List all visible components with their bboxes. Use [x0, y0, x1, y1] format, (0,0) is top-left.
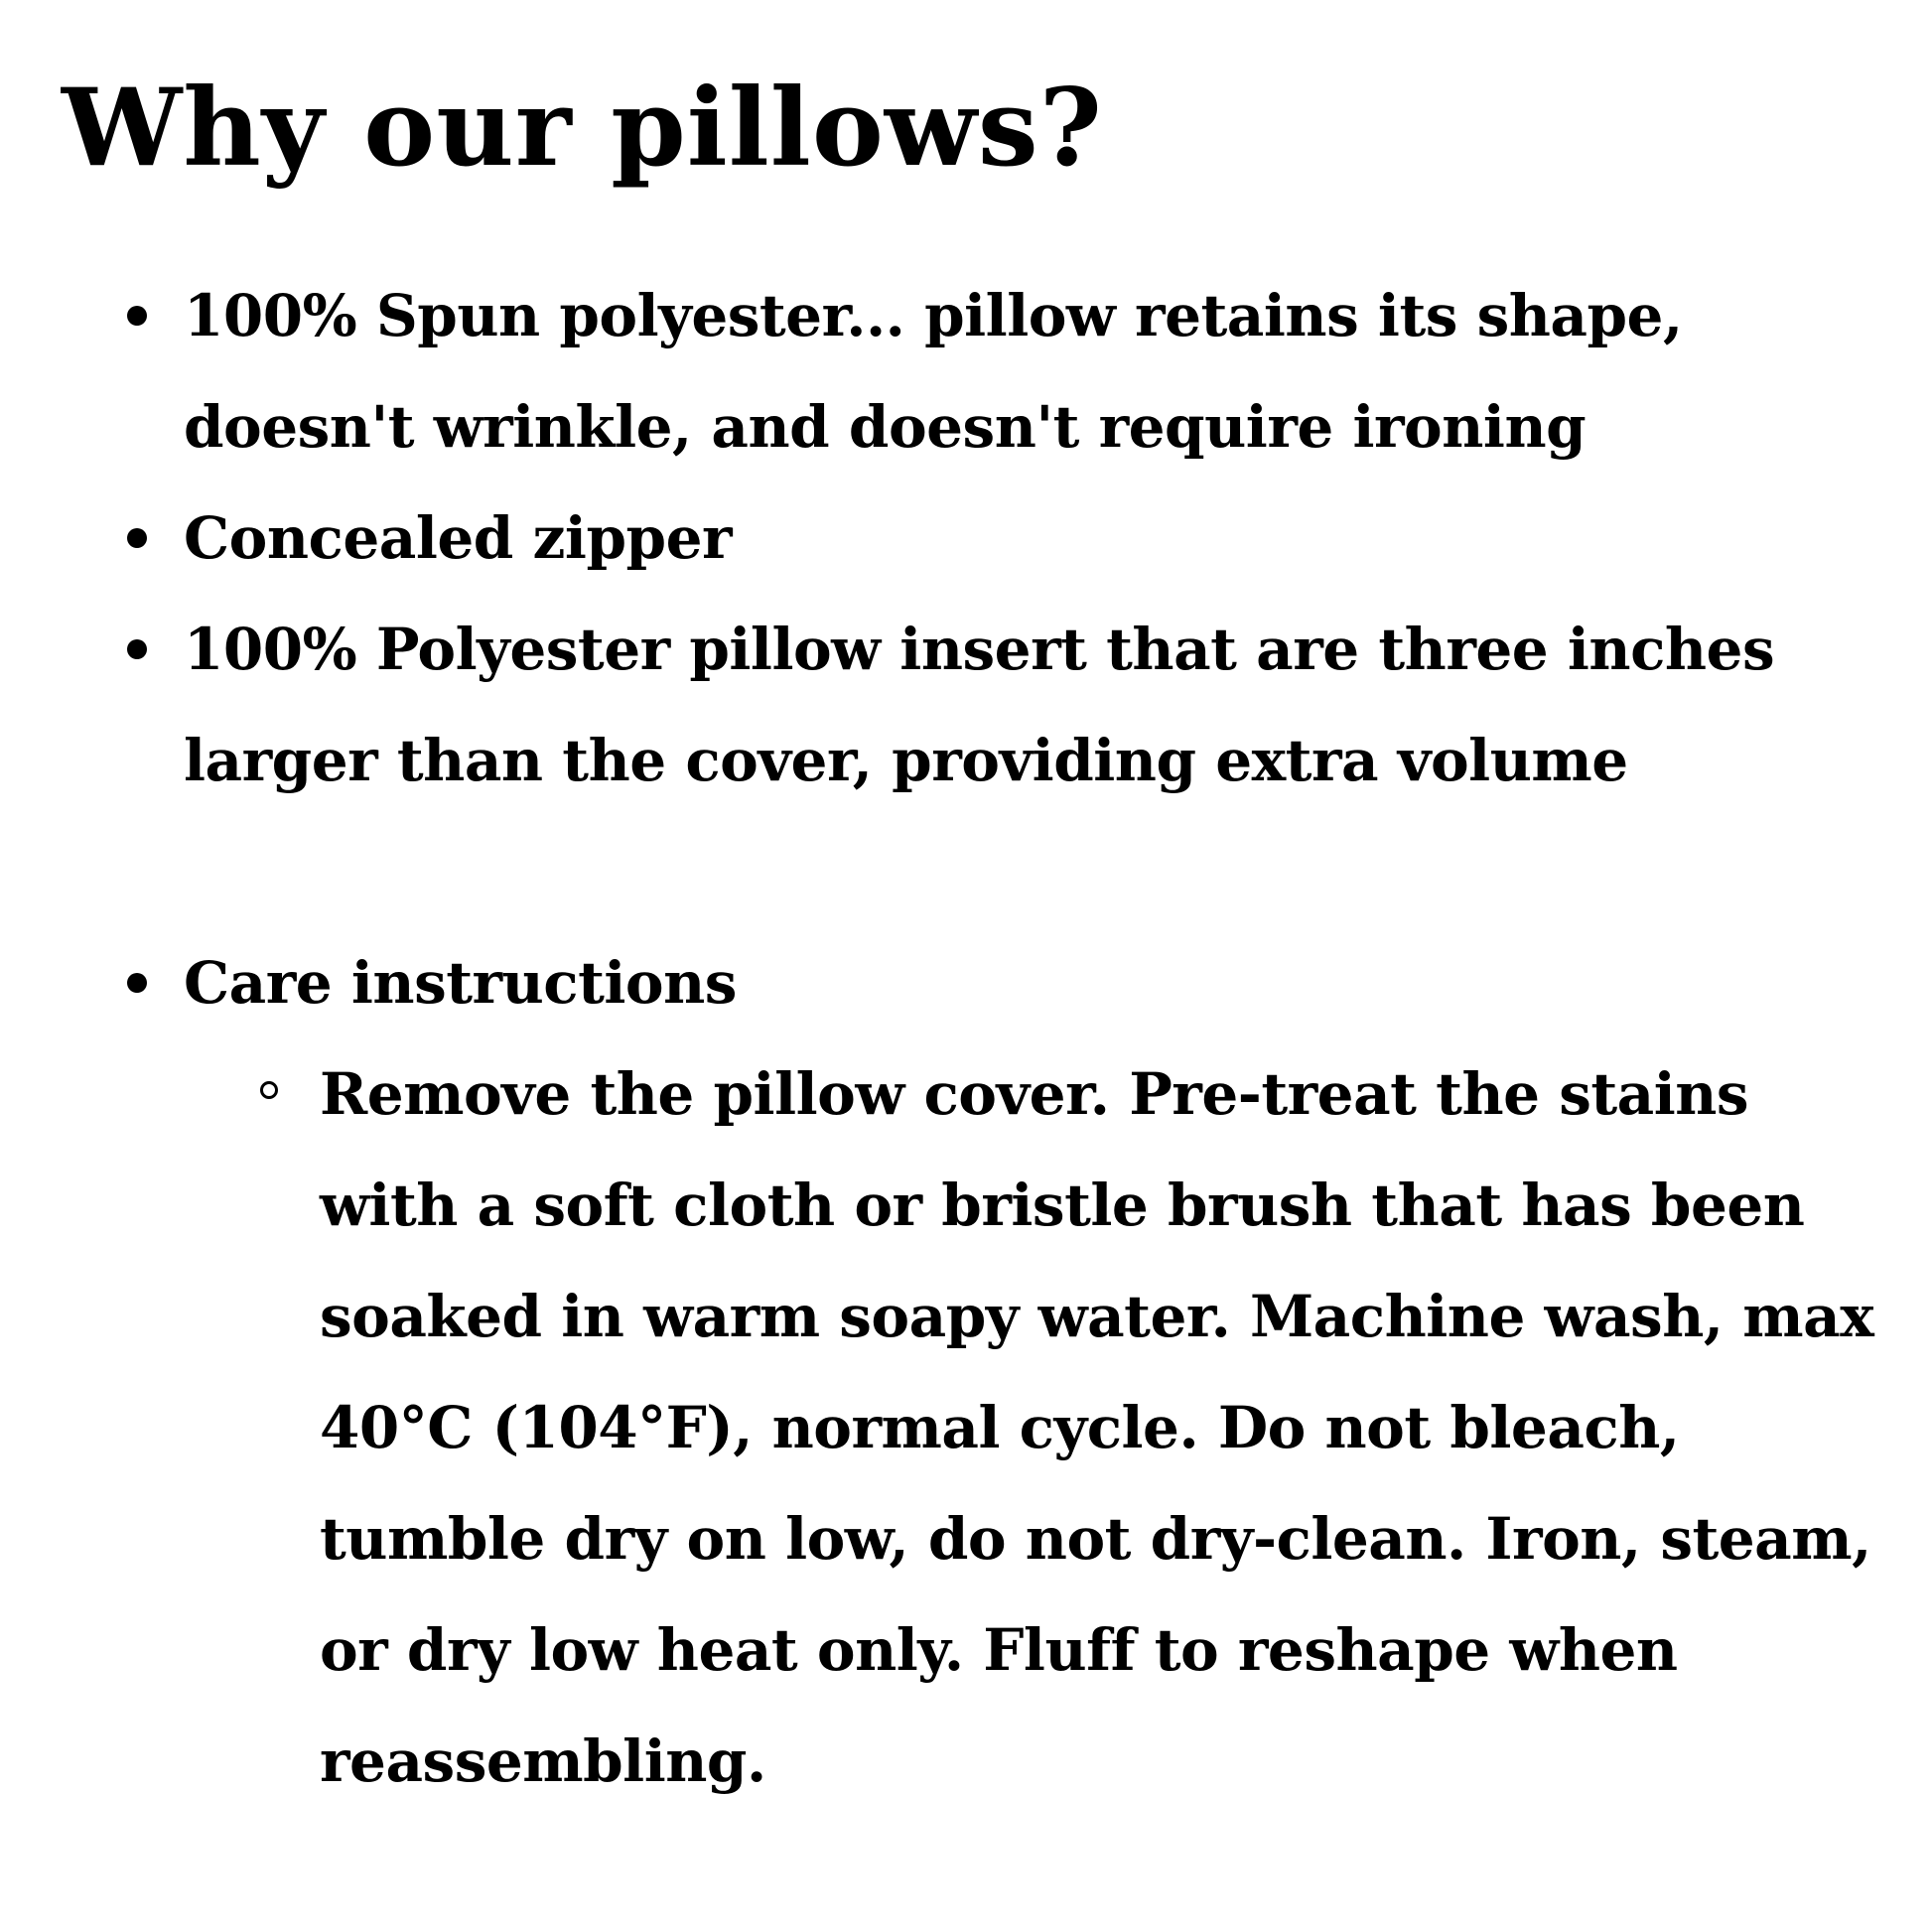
- care-instructions-text: Remove the pillow cover. Pre-treat the stains with a soft cloth or bristle brush that has been soaked in warm soapy water. Machine wash, max 40°C (104°F), normal cycle. Do not bleach, tumble dry on low, do not dry-clean. Iron, steam, or dry low heat only. Fluff to reshape when reassembling.: [320, 1060, 1874, 1795]
- care-instructions-label: Care instructions: [184, 949, 737, 1017]
- page-title: Why our pillows?: [62, 66, 1103, 191]
- feature-list: [184, 260, 1891, 1817]
- list-item-spun-polyester: [184, 260, 1891, 483]
- list-item-text: 100% Polyester pillow insert that are three inches larger than the cover, providing extra volume: [184, 616, 1775, 794]
- circle-bullet-icon: [260, 1081, 278, 1099]
- list-item-text: 100% Spun polyester... pillow retains its shape, doesn't wrinkle, and doesn't require ironing: [184, 282, 1683, 461]
- list-item-concealed-zipper: [184, 483, 1891, 594]
- bullet-icon: [127, 973, 147, 993]
- care-instructions-sublist: [184, 1038, 1891, 1817]
- care-instructions-detail: [320, 1038, 1891, 1817]
- bullet-icon: [127, 306, 147, 326]
- bullet-icon: [127, 639, 147, 659]
- list-item-care-instructions: [184, 927, 1891, 1817]
- bullet-icon: [127, 528, 147, 548]
- list-item-pillow-insert: [184, 594, 1891, 816]
- list-item-text: Concealed zipper: [184, 504, 733, 572]
